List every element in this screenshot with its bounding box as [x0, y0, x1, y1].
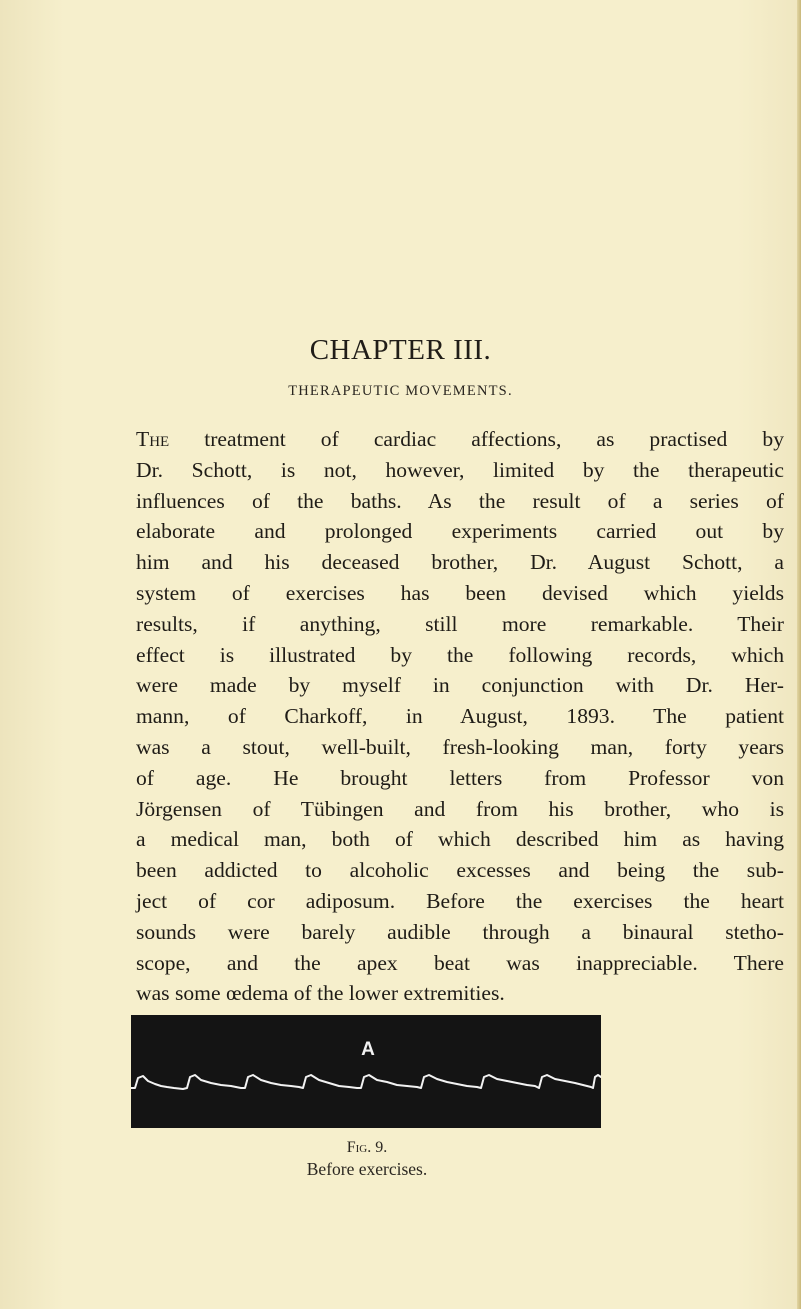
body-line: scope, and the apex beat was inappreciable. There: [136, 950, 784, 975]
body-line: The treatment of cardiac affections, as practised by: [136, 427, 784, 451]
pulse-tracing: [131, 1015, 601, 1128]
figure-caption: Before exercises.: [306, 1159, 428, 1179]
body-paragraph: [136, 424, 784, 1009]
chapter-title: CHAPTER III.: [309, 334, 492, 366]
dropcap-word: The: [136, 427, 170, 451]
page-edge: [797, 0, 801, 1309]
body-line: Jörgensen of Tübingen and from his brother, who is: [136, 796, 784, 821]
body-line: ject of cor adiposum. Before the exercises the heart: [136, 888, 784, 913]
body-line: a medical man, both of which described him as having: [136, 827, 784, 852]
section-title: THERAPEUTIC MOVEMENTS.: [288, 383, 513, 399]
panel-letter: A: [361, 1039, 375, 1060]
body-line: influences of the baths. As the result of a series of: [136, 488, 784, 513]
body-line: elaborate and prolonged experiments carried out by: [136, 519, 784, 544]
body-line: him and his deceased brother, Dr. August Schott, a: [136, 550, 784, 575]
figure-label: Fig. 9.: [346, 1139, 388, 1156]
body-line: sounds were barely audible through a binaural stetho-: [136, 919, 784, 944]
body-line: mann, of Charkoff, in August, 1893. The patient: [136, 704, 784, 729]
body-line: were made by myself in conjunction with Dr. Her-: [136, 673, 784, 698]
body-line: system of exercises has been devised which yields: [136, 580, 784, 605]
body-line: was a stout, well-built, fresh-looking man, forty years: [136, 734, 784, 759]
body-line: results, if anything, still more remarkable. Their: [136, 611, 784, 636]
body-line: effect is illustrated by the following records, which: [136, 642, 784, 667]
body-line: Dr. Schott, is not, however, limited by the therapeutic: [136, 457, 784, 482]
body-line: been addicted to alcoholic excesses and being the sub-: [136, 858, 784, 883]
body-line: of age. He brought letters from Professor von: [136, 765, 784, 790]
body-line: was some œdema of the lower extremities.: [136, 981, 505, 1006]
tracing-background: [131, 1015, 601, 1128]
pulse-tracing-figure: [131, 1015, 601, 1128]
